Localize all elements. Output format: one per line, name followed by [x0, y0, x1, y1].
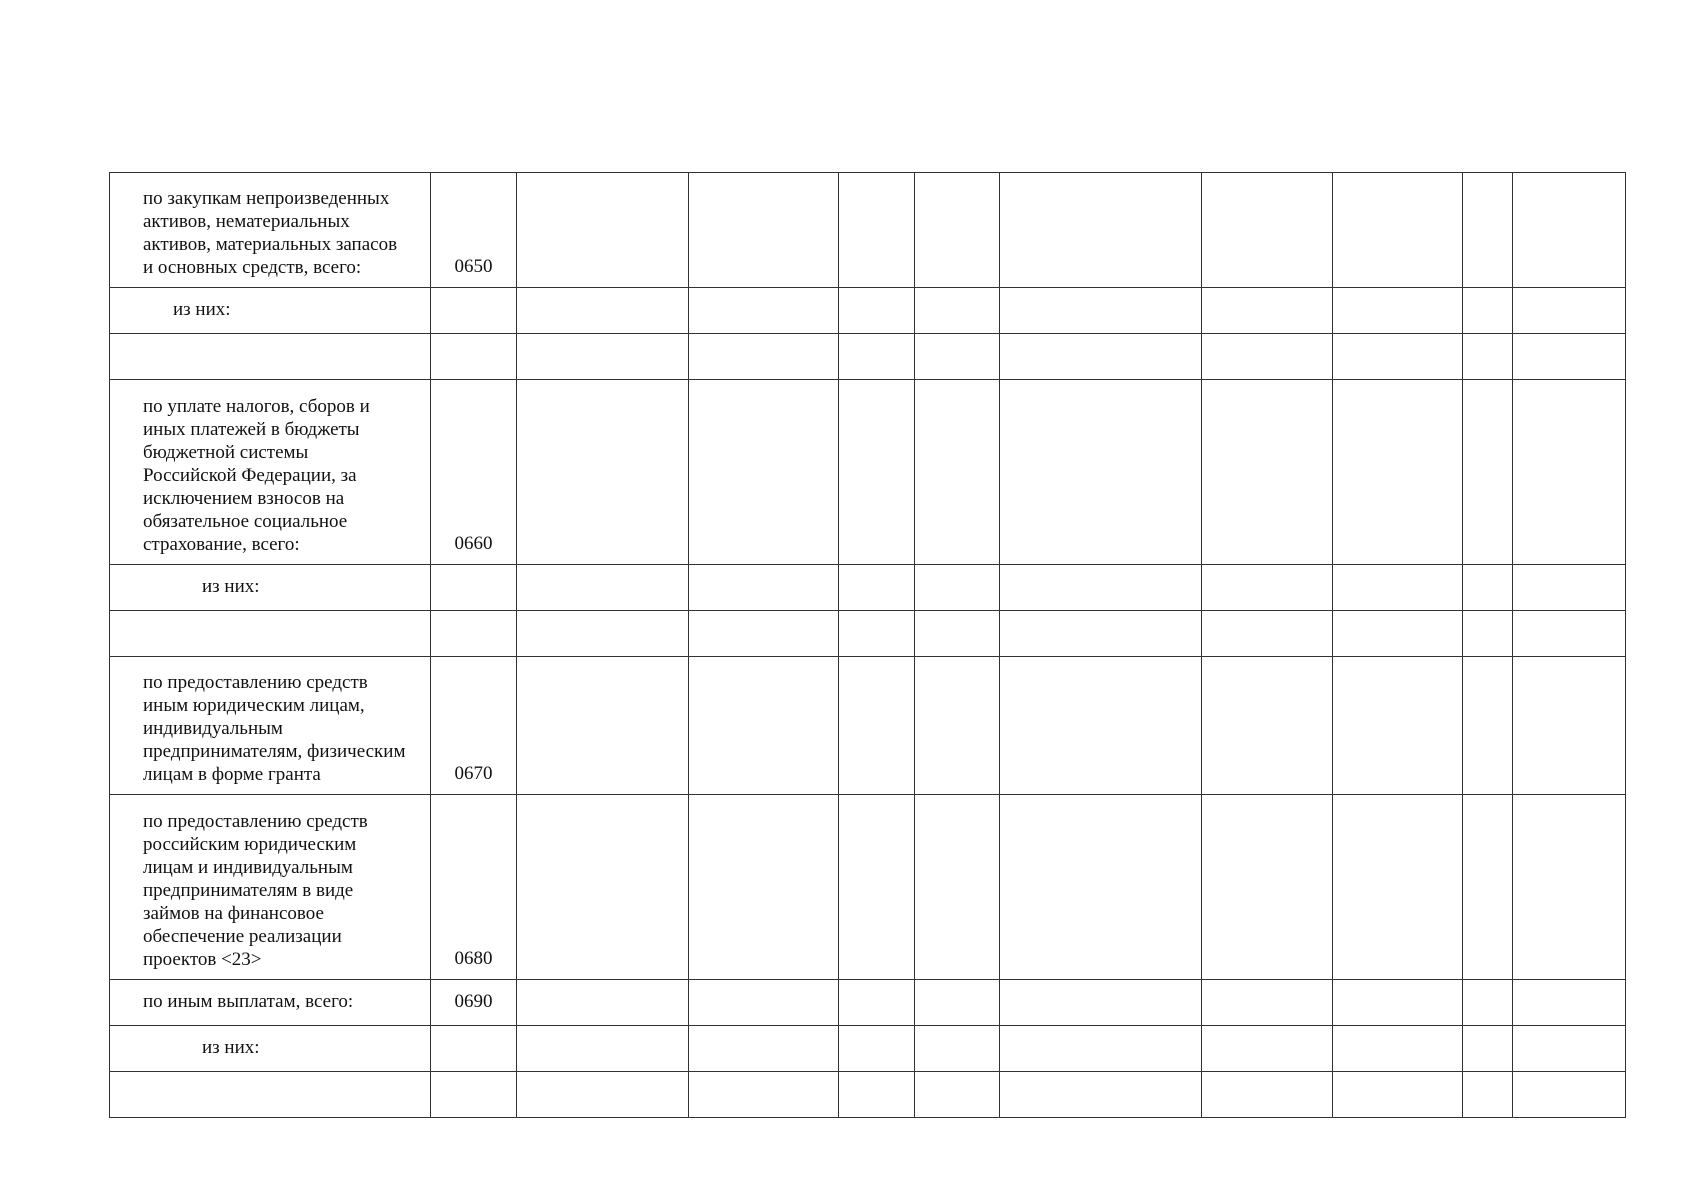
table-row [110, 1072, 1626, 1118]
value-cell [839, 334, 915, 380]
value-cell [839, 980, 915, 1026]
row-label-cell [110, 795, 431, 980]
value-cell [1000, 657, 1202, 795]
value-cell [517, 1026, 689, 1072]
value-cell [517, 380, 689, 565]
value-cell [517, 657, 689, 795]
row-label: по уплате налогов, сборов и иных платежей в бюджеты бюджетной системы Российской Федерации, за исключением взносов на обязательное социальное страхование, всего: [143, 396, 370, 555]
value-cell [689, 288, 839, 334]
table-row [110, 795, 1626, 980]
value-cell [839, 795, 915, 980]
value-cell [1513, 173, 1626, 288]
value-cell [1333, 380, 1463, 565]
row-label-cell [110, 334, 431, 380]
value-cell [839, 380, 915, 565]
value-cell [1202, 657, 1333, 795]
value-cell [1333, 565, 1463, 611]
row-code-cell: 0670 [431, 657, 517, 795]
value-cell [689, 565, 839, 611]
row-label: по предоставлению средств иным юридическим лицам, индивидуальным предпринимателям, физическим лицам в форме гранта [143, 672, 406, 785]
form-table [109, 172, 1626, 1118]
row-code-cell [431, 1072, 517, 1118]
value-cell [1463, 173, 1513, 288]
value-cell [1513, 611, 1626, 657]
value-cell [1513, 380, 1626, 565]
value-cell [689, 173, 839, 288]
table-row [110, 173, 1626, 288]
value-cell [517, 288, 689, 334]
row-label-cell [110, 1072, 431, 1118]
value-cell [915, 611, 1000, 657]
value-cell [1000, 980, 1202, 1026]
value-cell [517, 611, 689, 657]
value-cell [839, 173, 915, 288]
value-cell [1202, 980, 1333, 1026]
value-cell [1000, 334, 1202, 380]
value-cell [517, 795, 689, 980]
value-cell [689, 980, 839, 1026]
row-label-cell: из них: [110, 565, 431, 611]
value-cell [1513, 795, 1626, 980]
value-cell [517, 980, 689, 1026]
value-cell [1513, 565, 1626, 611]
value-cell [689, 1026, 839, 1072]
table-row [110, 611, 1626, 657]
value-cell [1000, 173, 1202, 288]
row-label-cell [110, 173, 431, 288]
value-cell [1202, 173, 1333, 288]
value-cell [1202, 565, 1333, 611]
row-code-cell [431, 1026, 517, 1072]
row-label-cell: из них: [110, 288, 431, 334]
value-cell [1000, 288, 1202, 334]
row-code-cell: 0690 [431, 980, 517, 1026]
row-code-cell [431, 288, 517, 334]
value-cell [1463, 1072, 1513, 1118]
row-code-cell: 0680 [431, 795, 517, 980]
row-code-cell [431, 334, 517, 380]
value-cell [1513, 657, 1626, 795]
value-cell [1202, 288, 1333, 334]
table-row [110, 980, 1626, 1026]
value-cell [1463, 334, 1513, 380]
table-row [110, 334, 1626, 380]
value-cell [1202, 334, 1333, 380]
value-cell [689, 795, 839, 980]
value-cell [915, 173, 1000, 288]
value-cell [839, 565, 915, 611]
table-row [110, 380, 1626, 565]
value-cell [1513, 1026, 1626, 1072]
value-cell [1202, 1026, 1333, 1072]
value-cell [1333, 173, 1463, 288]
value-cell [915, 565, 1000, 611]
row-label-cell [110, 657, 431, 795]
value-cell [1333, 288, 1463, 334]
row-label-cell: по иным выплатам, всего: [110, 980, 431, 1026]
value-cell [1333, 657, 1463, 795]
value-cell [839, 288, 915, 334]
row-code-cell [431, 611, 517, 657]
row-label: по предоставлению средств российским юридическим лицам и индивидуальным предпринимателям в виде займов на финансовое обеспечение реализации проектов <23> [143, 811, 368, 970]
value-cell [1333, 795, 1463, 980]
value-cell [1513, 980, 1626, 1026]
table-row [110, 1026, 1626, 1072]
value-cell [1000, 565, 1202, 611]
value-cell [517, 1072, 689, 1118]
value-cell [689, 657, 839, 795]
value-cell [1463, 795, 1513, 980]
value-cell [689, 334, 839, 380]
value-cell [839, 657, 915, 795]
value-cell [1333, 1072, 1463, 1118]
value-cell [517, 565, 689, 611]
value-cell [1202, 380, 1333, 565]
value-cell [915, 1026, 1000, 1072]
value-cell [915, 980, 1000, 1026]
value-cell [915, 795, 1000, 980]
value-cell [1463, 980, 1513, 1026]
row-code-cell: 0650 [431, 173, 517, 288]
value-cell [1000, 380, 1202, 565]
value-cell [915, 288, 1000, 334]
row-code-cell [431, 565, 517, 611]
value-cell [1202, 1072, 1333, 1118]
value-cell [839, 611, 915, 657]
value-cell [1333, 980, 1463, 1026]
value-cell [1463, 1026, 1513, 1072]
value-cell [1333, 611, 1463, 657]
value-cell [1000, 611, 1202, 657]
value-cell [517, 334, 689, 380]
value-cell [1000, 1026, 1202, 1072]
value-cell [839, 1072, 915, 1118]
row-label-cell [110, 380, 431, 565]
value-cell [1463, 288, 1513, 334]
table-row [110, 565, 1626, 611]
value-cell [1333, 334, 1463, 380]
value-cell [1463, 565, 1513, 611]
value-cell [1513, 334, 1626, 380]
value-cell [689, 380, 839, 565]
value-cell [1000, 795, 1202, 980]
value-cell [689, 611, 839, 657]
value-cell [1000, 1072, 1202, 1118]
value-cell [1202, 795, 1333, 980]
row-code-cell: 0660 [431, 380, 517, 565]
value-cell [1333, 1026, 1463, 1072]
value-cell [1463, 380, 1513, 565]
value-cell [1513, 288, 1626, 334]
value-cell [1202, 611, 1333, 657]
value-cell [915, 380, 1000, 565]
value-cell [915, 657, 1000, 795]
value-cell [689, 1072, 839, 1118]
row-label-cell: из них: [110, 1026, 431, 1072]
value-cell [1463, 657, 1513, 795]
row-label-cell [110, 611, 431, 657]
value-cell [915, 1072, 1000, 1118]
value-cell [915, 334, 1000, 380]
row-label: по закупкам непроизведенных активов, нематериальных активов, материальных запасов и основных средств, всего: [143, 188, 398, 278]
value-cell [517, 173, 689, 288]
table-row [110, 657, 1626, 795]
value-cell [1463, 611, 1513, 657]
table-row [110, 288, 1626, 334]
value-cell [839, 1026, 915, 1072]
value-cell [1513, 1072, 1626, 1118]
